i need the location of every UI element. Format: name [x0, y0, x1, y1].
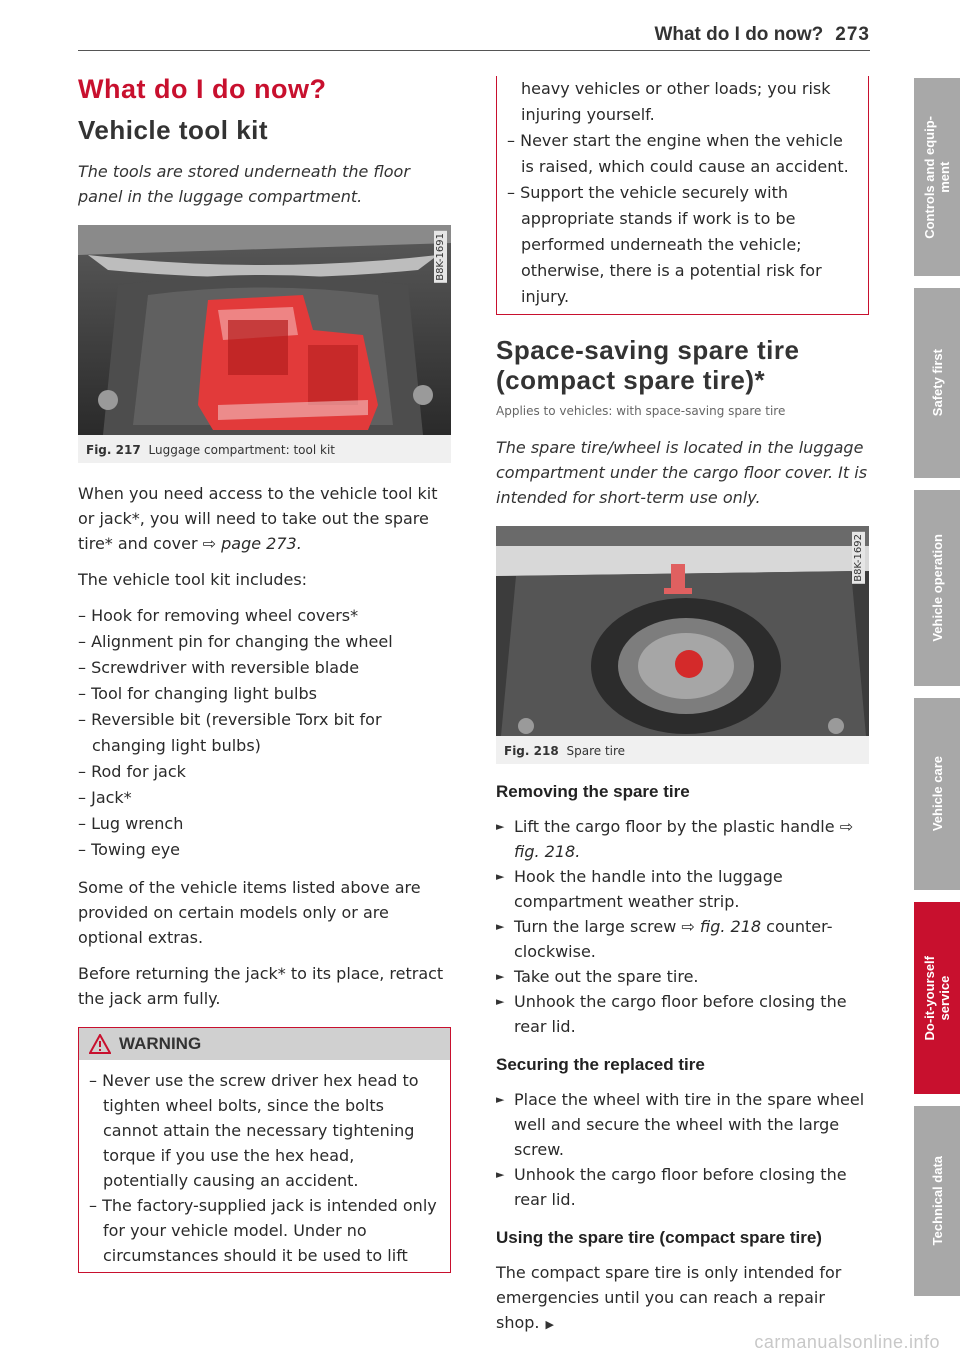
figure-218: [496, 526, 869, 764]
watermark: carmanualsonline.info: [754, 1332, 940, 1352]
warning-continued-list: [507, 76, 858, 310]
warning-body: [79, 1060, 450, 1272]
figure-label: Fig. 218: [504, 744, 559, 758]
tool-kit-item: – Screwdriver with reversible blade: [78, 655, 451, 681]
step-text-tail: counter-clockwise.: [514, 917, 833, 961]
paragraph-using: [496, 1260, 869, 1337]
header-divider: [78, 50, 870, 51]
tab-label: Vehicle care: [929, 756, 945, 832]
step-text: Turn the large screw: [514, 917, 682, 936]
warning-title: WARNING: [119, 1034, 202, 1053]
step-item: [496, 914, 869, 964]
tab-label: Controls and equip- ment: [922, 115, 952, 239]
heading-using: Using the spare tire (compact spare tire): [496, 1228, 822, 1247]
tab-label: Technical data: [929, 1156, 945, 1246]
tab-label: Do-it-yourself service: [922, 955, 952, 1041]
tab-do-it-yourself-service[interactable]: [914, 902, 960, 1094]
removing-steps: [496, 814, 869, 1039]
tab-controls-and-equipment[interactable]: [914, 78, 960, 276]
section-title-spare-tire: Space-saving spare tire (compact spare tire)*: [496, 335, 800, 395]
securing-steps: [496, 1087, 869, 1212]
step-item: ► Unhook the cargo floor before closing the rear lid.: [496, 1162, 869, 1212]
step-item: [496, 814, 869, 864]
figure-caption-text: Spare tire: [566, 744, 626, 758]
tool-kit-item: – Towing eye: [78, 837, 451, 863]
figure-caption: [78, 435, 451, 463]
warning-box: [78, 1027, 451, 1273]
step-text: Lift the cargo floor by the plastic handle: [514, 817, 840, 836]
tab-label: Safety first: [929, 349, 945, 417]
continue-arrow-icon: ▶: [545, 1318, 554, 1331]
tab-safety-first[interactable]: [914, 288, 960, 478]
warning-item: – Never start the engine when the vehicle is raised, which could cause an accident.: [507, 128, 858, 180]
tab-vehicle-care[interactable]: [914, 698, 960, 890]
tool-kit-list: [78, 603, 451, 863]
figure-code: B8K-1692: [853, 534, 864, 582]
tab-vehicle-operation[interactable]: [914, 490, 960, 686]
spare-tire-drawing: [496, 526, 869, 736]
warning-continued-text: heavy vehicles or other loads; you risk injuring yourself.: [521, 79, 831, 124]
spare-tire-illustration: [496, 526, 869, 736]
tab-technical-data[interactable]: [914, 1106, 960, 1296]
running-header: [600, 24, 870, 46]
section-title-tool-kit: Vehicle tool kit: [78, 115, 269, 145]
tab-label: Vehicle operation: [929, 534, 945, 642]
figure-reference-link[interactable]: ⇨ fig. 218: [681, 917, 762, 936]
warning-header: [79, 1028, 450, 1060]
paragraph-using-text: The compact spare tire is only intended for emergencies until you can reach a repair shop.: [496, 1263, 842, 1332]
step-item: ► Hook the handle into the luggage compartment weather strip.: [496, 864, 869, 914]
page-reference-link[interactable]: ⇨ page 273.: [202, 534, 302, 553]
paragraph-optional: Some of the vehicle items listed above are provided on certain models only or are optional extras.: [78, 878, 421, 947]
tool-kit-item: – Rod for jack: [78, 759, 451, 785]
step-item: ► Unhook the cargo floor before closing the rear lid.: [496, 989, 869, 1039]
tool-kit-item: – Lug wrench: [78, 811, 451, 837]
warning-box-continued: [496, 76, 869, 315]
warning-list: [89, 1068, 440, 1268]
tool-kit-item: – Hook for removing wheel covers*: [78, 603, 451, 629]
warning-triangle-icon: [89, 1034, 111, 1054]
tool-kit-item: – Reversible bit (reversible Torx bit for changing light bulbs): [78, 707, 451, 759]
right-column: [496, 76, 869, 1348]
page-number: 273: [835, 24, 870, 45]
warning-item: – Never use the screw driver hex head to tighten wheel bolts, since the bolts cannot attain the necessary tightening torque if you use the hex head, potentially causing an accident.: [89, 1068, 440, 1193]
figure-label: Fig. 217: [86, 443, 141, 457]
paragraph-kit-includes: The vehicle tool kit includes:: [78, 570, 308, 589]
warning-item: – The factory-supplied jack is intended only for your vehicle model. Under no circumstances should it be used to lift: [89, 1193, 440, 1268]
paragraph-jack: Before returning the jack* to its place, retract the jack arm fully.: [78, 964, 444, 1008]
step-item: ► Place the wheel with tire in the spare wheel well and secure the wheel with the large screw.: [496, 1087, 869, 1162]
tool-kit-item: – Jack*: [78, 785, 451, 811]
step-item: ► Take out the spare tire.: [496, 964, 869, 989]
spare-tire-intro: The spare tire/wheel is located in the luggage compartment under the cargo floor cover. It is intended for short-term use only.: [496, 438, 868, 507]
paragraph-access: [78, 481, 451, 556]
applies-to-note: Applies to vehicles: with space-saving spare tire: [496, 404, 786, 418]
tool-kit-drawing: [78, 225, 451, 435]
tool-kit-item: – Tool for changing light bulbs: [78, 681, 451, 707]
tool-kit-item: – Alignment pin for changing the wheel: [78, 629, 451, 655]
warning-item: – Support the vehicle securely with appropriate stands if work is to be performed underneath the vehicle; otherwise, there is a potential risk for injury.: [507, 180, 858, 310]
section-intro: The tools are stored underneath the floor panel in the luggage compartment.: [78, 162, 410, 206]
left-column: [78, 74, 451, 1273]
heading-removing: Removing the spare tire: [496, 782, 690, 801]
running-header-title: What do I do now?: [654, 24, 824, 45]
heading-securing: Securing the replaced tire: [496, 1055, 705, 1074]
figure-code: B8K-1691: [435, 233, 446, 281]
tool-kit-illustration: [78, 225, 451, 435]
chapter-title: What do I do now?: [78, 74, 327, 104]
figure-reference-link[interactable]: ⇨ fig. 218.: [514, 817, 854, 861]
figure-caption-text: Luggage compartment: tool kit: [148, 443, 336, 457]
paragraph-access-text: When you need access to the vehicle tool kit or jack*, you will need to take out the spare tire* and cover: [78, 484, 438, 553]
figure-217: [78, 225, 451, 463]
figure-caption: [496, 736, 869, 764]
